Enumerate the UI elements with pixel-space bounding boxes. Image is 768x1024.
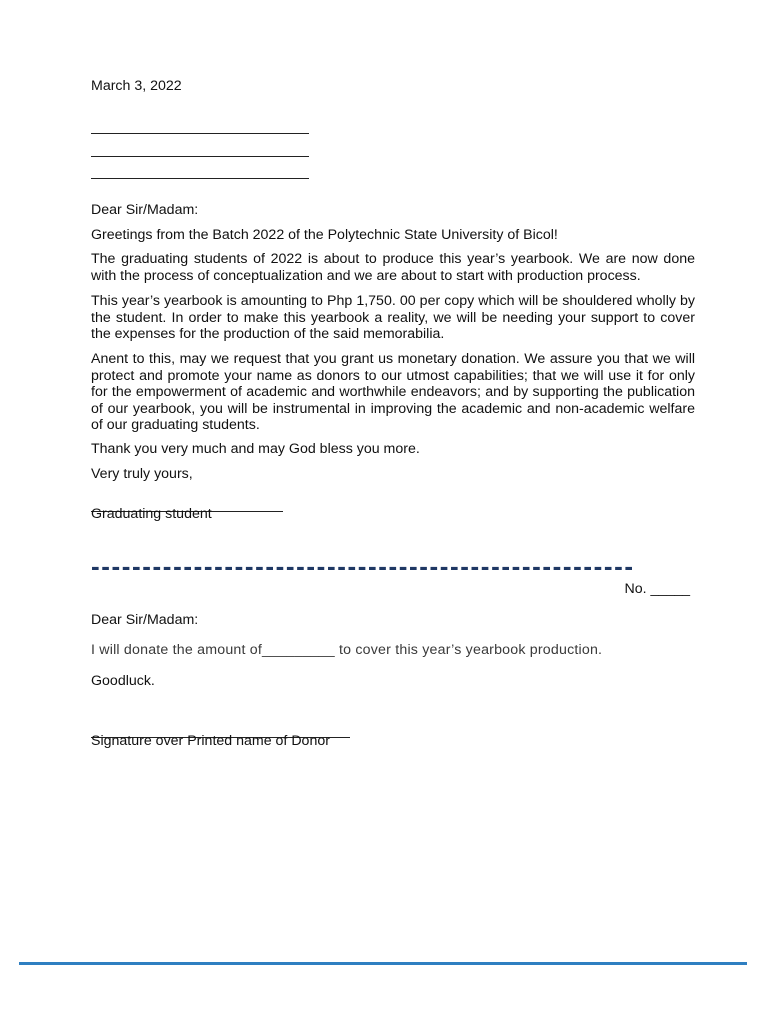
pledge-prefix: I will donate the amount of: [91, 642, 263, 658]
letter-thanks: Thank you very much and may God bless you more.: [91, 441, 420, 457]
letter-closing: Very truly yours,: [91, 466, 193, 482]
slip-pledge: [91, 642, 602, 659]
letter-greeting: Greetings from the Batch 2022 of the Polytechnic State University of Bicol!: [91, 227, 558, 243]
letter-paragraph-3: Anent to this, may we request that you grant us monetary donation. We assure you that we will protect and promote your name as donors to our utmost capabilities; that we will use it for only for the empowerment of academic and worthwhile endeavors; and by supporting the publication of our yearbook, you will be instrumental in improving the academic and non-academic welfare of our graduating students.: [91, 351, 695, 433]
slip-farewell: Goodluck.: [91, 673, 155, 689]
letter-paragraph-1: The graduating students of 2022 is about to produce this year’s yearbook. We are now done with the process of conceptualization and we are about to start with production process.: [91, 251, 695, 284]
footer-rule: [19, 962, 747, 965]
recipient-line-1: [91, 122, 309, 139]
donor-signature-label: Signature over Printed name of Donor: [91, 733, 330, 749]
pledge-suffix: to cover this year’s yearbook production.: [334, 642, 603, 658]
letter-salutation: Dear Sir/Madam:: [91, 202, 199, 218]
student-signature-label: Graduating student: [91, 506, 212, 522]
recipient-line-3: [91, 167, 309, 184]
letter-paragraph-2: This year’s yearbook is amounting to Php 1,750. 00 per copy which will be shouldered wholly by the student. In order to make this yearbook a reality, we will be needing your support to cover the expenses for the production of the said memorabilia.: [91, 293, 695, 342]
slip-number: No. _____: [624, 581, 690, 597]
slip-salutation: Dear Sir/Madam:: [91, 612, 199, 628]
letter-date: March 3, 2022: [91, 78, 182, 94]
recipient-line-2: [91, 145, 309, 162]
cut-line-separator: -----------------------------------------------------: [91, 556, 635, 576]
pledge-amount-blank[interactable]: _________: [262, 642, 335, 658]
